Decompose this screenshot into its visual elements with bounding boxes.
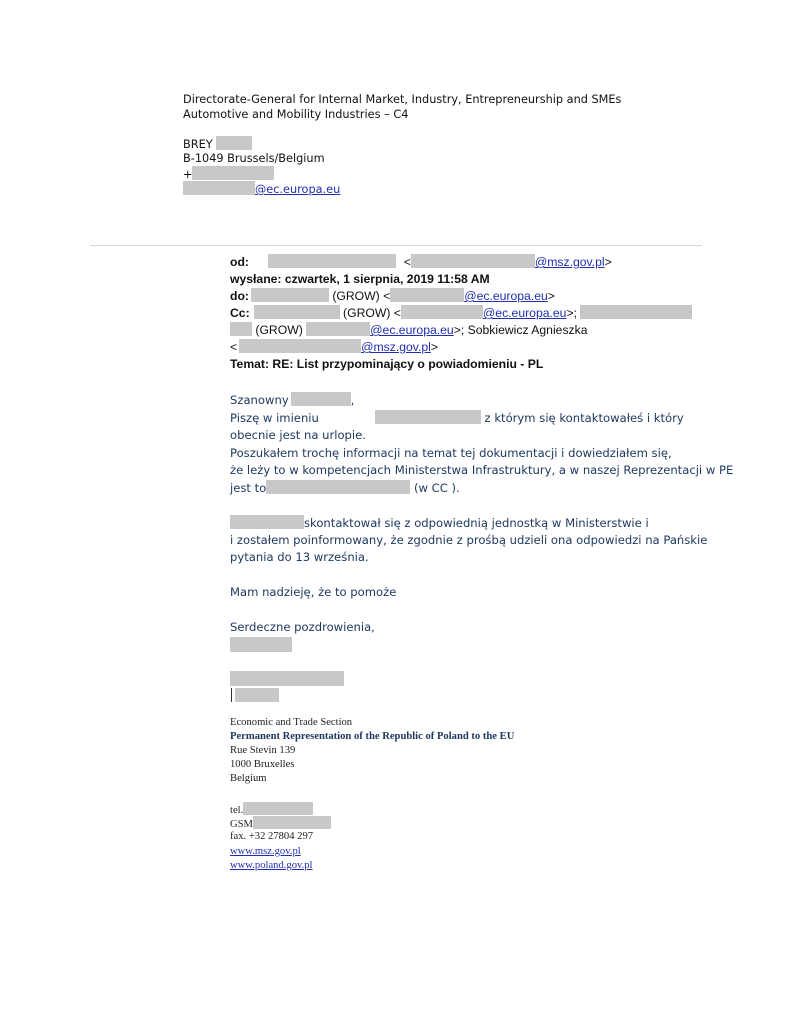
to-email-link[interactable]: @ec.europa.eu xyxy=(464,289,548,303)
body-line: pytania do 13 września. xyxy=(230,550,369,564)
redaction xyxy=(216,136,252,150)
cc-line-2: (GROW) @ec.europa.eu>; Sobkiewicz Agnieszka xyxy=(230,322,588,339)
from-label: od: xyxy=(230,255,249,269)
address: B-1049 Brussels/Belgium xyxy=(183,152,325,165)
to-label: do: xyxy=(230,289,249,303)
divider xyxy=(90,245,702,246)
sig-street: Rue Stevin 139 xyxy=(230,745,296,756)
subject: Temat: RE: List przypominający o powiadomieniu - PL xyxy=(230,357,544,371)
office-name-line xyxy=(183,136,252,152)
redaction xyxy=(375,410,481,424)
sig-country: Belgium xyxy=(230,773,267,784)
closing: Serdeczne pozdrowienia, xyxy=(230,620,375,634)
greeting-line: Szanowny , xyxy=(230,393,355,407)
cc2-email-link[interactable]: @ec.europa.eu xyxy=(370,323,454,337)
sig-link-msz[interactable]: www.msz.gov.pl xyxy=(230,846,301,857)
redaction xyxy=(243,802,313,815)
body-line: skontaktował się z odpowiednią jednostką w Ministerstwie i xyxy=(230,515,649,532)
body-line: i zostałem poinformowany, że zgodnie z prośbą udzieli ona odpowiedzi na Pańskie xyxy=(230,533,708,547)
redaction xyxy=(254,305,340,319)
from-line: od: < @msz.gov.pl> xyxy=(230,255,612,269)
redaction xyxy=(253,816,331,829)
redaction xyxy=(390,288,464,302)
sig-tel: tel. xyxy=(230,802,313,818)
redaction xyxy=(230,322,252,336)
body-line: Piszę w imieniu z którym się kontaktowałeś i który xyxy=(230,411,684,425)
dg-line: Directorate-General for Internal Market, Industry, Entrepreneurship and SMEs xyxy=(183,93,622,106)
redaction xyxy=(230,671,344,686)
sig-link-poland[interactable]: www.poland.gov.pl xyxy=(230,860,313,871)
redaction xyxy=(251,288,329,302)
cc3-email-link[interactable]: @msz.gov.pl xyxy=(361,340,431,354)
to-line: do: (GROW) < @ec.europa.eu> xyxy=(230,289,555,303)
greeting: Szanowny xyxy=(230,393,289,407)
phone-line xyxy=(183,166,274,182)
cc-email-link[interactable]: @ec.europa.eu xyxy=(482,306,567,320)
subject-line xyxy=(230,356,543,373)
phone-prefix: + xyxy=(183,168,193,181)
redaction xyxy=(580,305,692,319)
redaction xyxy=(230,637,292,652)
redaction xyxy=(266,480,410,494)
cc-line-3: < @msz.gov.pl> xyxy=(230,340,438,354)
body-line: obecnie jest na urlopie. xyxy=(230,428,366,442)
sig-org: Permanent Representation of the Republic of Poland to the EU xyxy=(230,731,515,742)
sent-date: wysłane: czwartek, 1 sierpnia, 2019 11:58 AM xyxy=(230,272,490,286)
redaction xyxy=(401,305,483,319)
from-email-link[interactable]: @msz.gov.pl xyxy=(534,255,605,269)
body-line: Mam nadzieję, że to pomoże xyxy=(230,585,397,599)
redaction xyxy=(192,166,274,180)
redaction xyxy=(411,254,535,268)
cc-line: Cc: (GROW) < @ec.europa.eu>; xyxy=(230,305,692,322)
unit-line: Automotive and Mobility Industries – C4 xyxy=(183,108,409,121)
redaction xyxy=(291,392,351,406)
sig-city: 1000 Bruxelles xyxy=(230,759,295,770)
text-cursor xyxy=(231,688,232,702)
sig-section: Economic and Trade Section xyxy=(230,717,353,728)
body-line: jest to (w CC ). xyxy=(230,481,460,495)
redaction xyxy=(230,515,304,529)
body-line: że leży to w kompetencjach Ministerstwa Infrastruktury, a w naszej Reprezentacji w PE xyxy=(230,463,734,477)
email-link[interactable]: @ec.europa.eu xyxy=(255,183,341,196)
cc-label: Cc: xyxy=(230,306,250,320)
sig-gsm: GSM xyxy=(230,816,331,832)
redaction xyxy=(306,322,370,336)
redaction xyxy=(183,181,255,195)
sent-line xyxy=(230,271,490,288)
sig-fax: fax. +32 27804 297 xyxy=(230,831,314,842)
body-line: Poszukałem trochę informacji na temat tej dokumentacji i dowiedziałem się, xyxy=(230,446,672,460)
redaction xyxy=(268,254,396,268)
redaction xyxy=(239,339,361,353)
email-line xyxy=(183,181,340,197)
redaction xyxy=(235,688,279,702)
office-name: BREY xyxy=(183,138,213,151)
